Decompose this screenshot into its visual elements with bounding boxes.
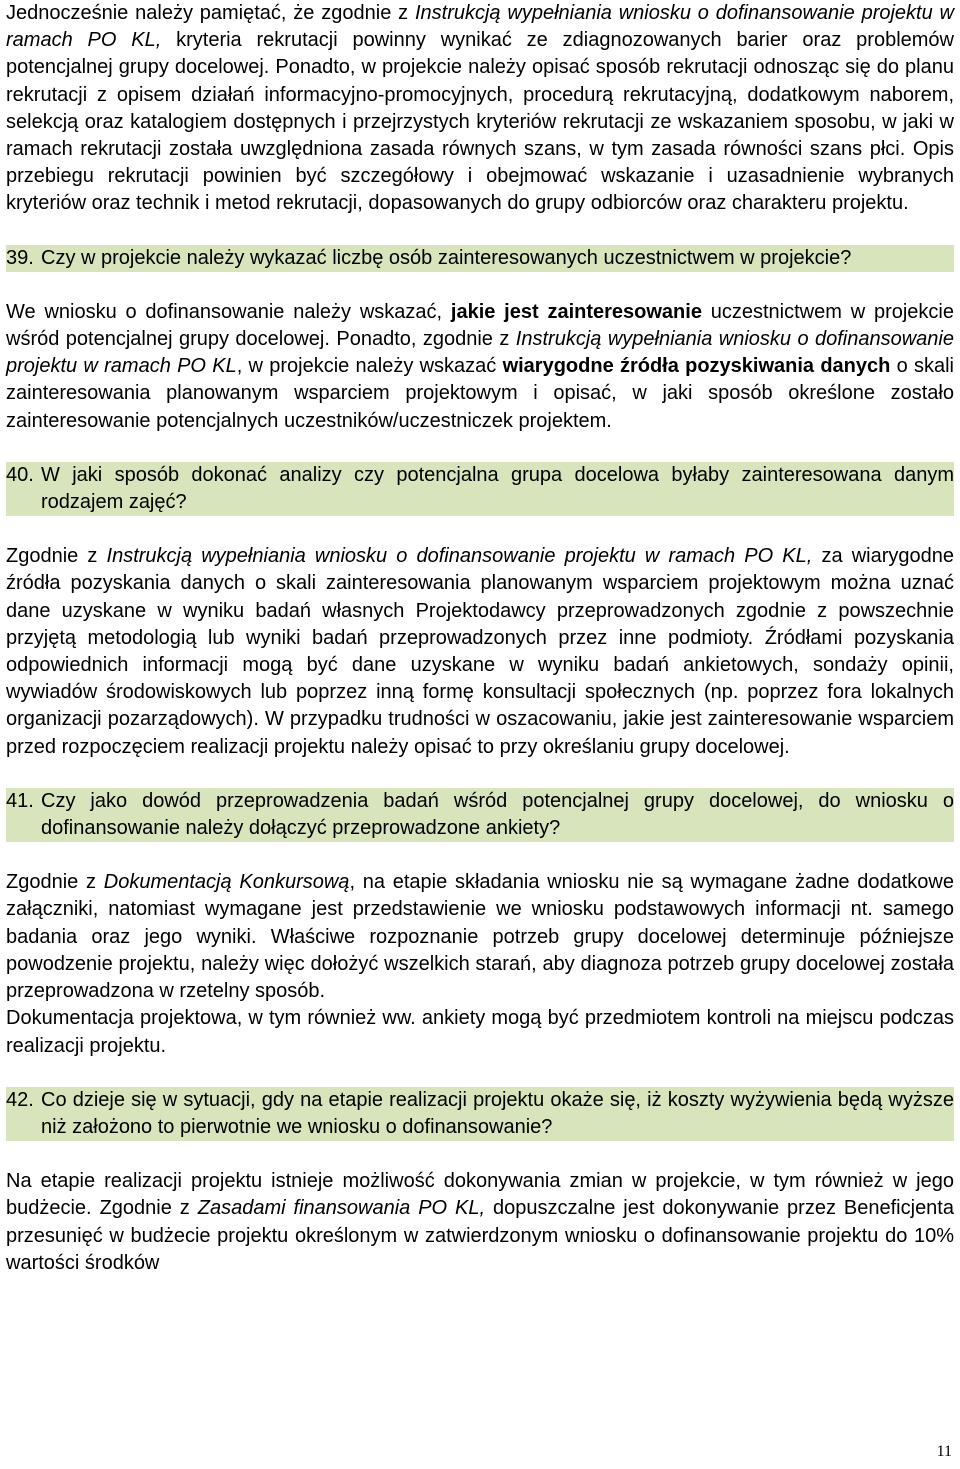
question-number: 41. xyxy=(6,789,34,812)
question-text: W jaki sposób dokonać analizy czy potencjalna grupa docelowa byłaby zainteresowana danym rodzajem zajęć? xyxy=(41,463,954,514)
document-page xyxy=(6,0,954,1277)
intro-text: Ponadto, w projekcie należy opisać sposób rekrutacji odnosząc się do planu rekrutacji z opisem działań informacyjno-promocyjnych, procedurą rekrutacyjną, dodatkowym naborem, selekcją oraz katalogiem dostępnych i przejrzystych kryteriów rekrutacji ze wskazaniem sposobu, w jaki w ramach rekrutacji została uwzględniona zasada równych szans, w tym zasada równości szans płci. Opis przebiegu rekrutacji powinien być szczegółowy i obejmować wskazanie i uzasadnienie wybranych kryteriów oraz technik i metod rekrutacji, dopasowanych do grupy odbiorców oraz charakteru projektu. xyxy=(6,56,954,215)
bold-phrase: wiarygodne źródła pozyskiwania danych xyxy=(502,355,891,378)
intro-paragraph xyxy=(6,0,954,218)
instruction-title: Instrukcją wypełniania wniosku o dofinansowanie projektu w ramach PO KL, xyxy=(106,545,813,568)
question-text: Co dzieje się w sytuacji, gdy na etapie realizacji projektu okaże się, iż koszty wyżywienia będą wyższe niż założono to pierwotnie we wniosku o dofinansowanie? xyxy=(41,1088,954,1138)
intro-instruction-title: Instrukcją wypełniania wniosku o dofinansowanie projektu w ramach PO KL, xyxy=(6,2,954,52)
answer-42: Na etapie realizacji projektu istnieje możliwość dokonywania zmian w projekcie, w tym również w jego budżecie. Zgodnie z Zasadami finansowania PO KL, dopuszczalne jest dokonywanie przez Beneficjenta przesunięć w budżecie projektu określonym w zatwierdzonym wniosku o dofinansowanie projektu do 10% wartości środków xyxy=(6,1170,954,1274)
question-42 xyxy=(6,1087,954,1141)
answer-41: Zgodnie z Dokumentacją Konkursową, na etapie składania wniosku nie są wymagane żadne dodatkowe załączniki, natomiast wymagane jest przedstawienie we wniosku podstawowych informacji nt. samego badania oraz jego wyniki. Właściwe rozpoznanie potrzeb grupy docelowej determinuje późniejsze powodzenie projektu, należy więc dołożyć wszelkich starań, aby diagnoza potrzeb grupy docelowej została przeprowadzona w rzetelny sposób. xyxy=(6,871,954,1003)
intro-text: Jednocześnie należy pamiętać, że zgodnie z xyxy=(6,2,415,24)
answer-41-continued: Dokumentacja projektowa, w tym również ww. ankiety mogą być przedmiotem kontroli na miejscu podczas realizacji projektu. xyxy=(6,1007,954,1057)
page-number: 11 xyxy=(936,1443,952,1460)
instruction-title: Instrukcją wypełniania wniosku o dofinansowanie projektu w ramach PO KL xyxy=(6,328,954,378)
question-40 xyxy=(6,462,954,516)
bold-phrase: jakie jest zainteresowanie xyxy=(450,300,702,323)
question-39 xyxy=(6,245,954,272)
question-text: Czy w projekcie należy wykazać liczbę osób zainteresowanych uczestnictwem w projekcie? xyxy=(41,246,852,269)
question-text: Czy jako dowód przeprowadzenia badań wśród potencjalnej grupy docelowej, do wniosku o dofinansowanie należy dołączyć przeprowadzone ankiety? xyxy=(41,789,954,840)
rules-title: Zasadami finansowania PO KL, xyxy=(197,1197,486,1220)
answer-40: Zgodnie z Instrukcją wypełniania wniosku o dofinansowanie projektu w ramach PO KL, za wiarygodne źródła pozyskania danych o skali zainteresowania planowanym wsparciem projektowym można uznać dane uzyskane w wyniku badań własnych Projektodawcy przeprowadzonych zgodnie z powszechnie przyjętą metodologią lub wyniki badań przeprowadzonych przez inne podmioty. Źródłami pozyskania odpowiednich informacji mogą być dane uzyskane w wyniku badań ankietowych, sondaży opinii, wywiadów środowiskowych lub poprzez inną formę konsultacji społecznych (np. poprzez fora lokalnych organizacji pozarządowych). W przypadku trudności w oszacowaniu, jakie jest zainteresowanie wsparciem przed rozpoczęciem realizacji projektu należy opisać to przy określaniu grupy docelowej. xyxy=(6,545,955,758)
documentation-title: Dokumentacją Konkursową xyxy=(103,871,350,894)
intro-text: kryteria rekrutacji powinny wynikać ze zdiagnozowanych barier oraz problemów potencjalnej grupy docelowej. xyxy=(6,29,954,79)
question-41 xyxy=(6,788,954,842)
question-number: 42. xyxy=(6,1088,34,1111)
question-number: 39. xyxy=(6,246,34,269)
question-number: 40. xyxy=(6,463,34,486)
answer-39: We wniosku o dofinansowanie należy wskazać, jakie jest zainteresowanie uczestnictwem w projekcie wśród potencjalnej grupy docelowej. Ponadto, zgodnie z Instrukcją wypełniania wniosku o dofinansowanie projektu w ramach PO KL, w projekcie należy wskazać wiarygodne źródła pozyskiwania danych o skali zainteresowania planowanym wsparciem projektowym i opisać, w jaki sposób określone zostało zainteresowanie potencjalnych uczestników/uczestniczek projektem. xyxy=(6,300,955,432)
